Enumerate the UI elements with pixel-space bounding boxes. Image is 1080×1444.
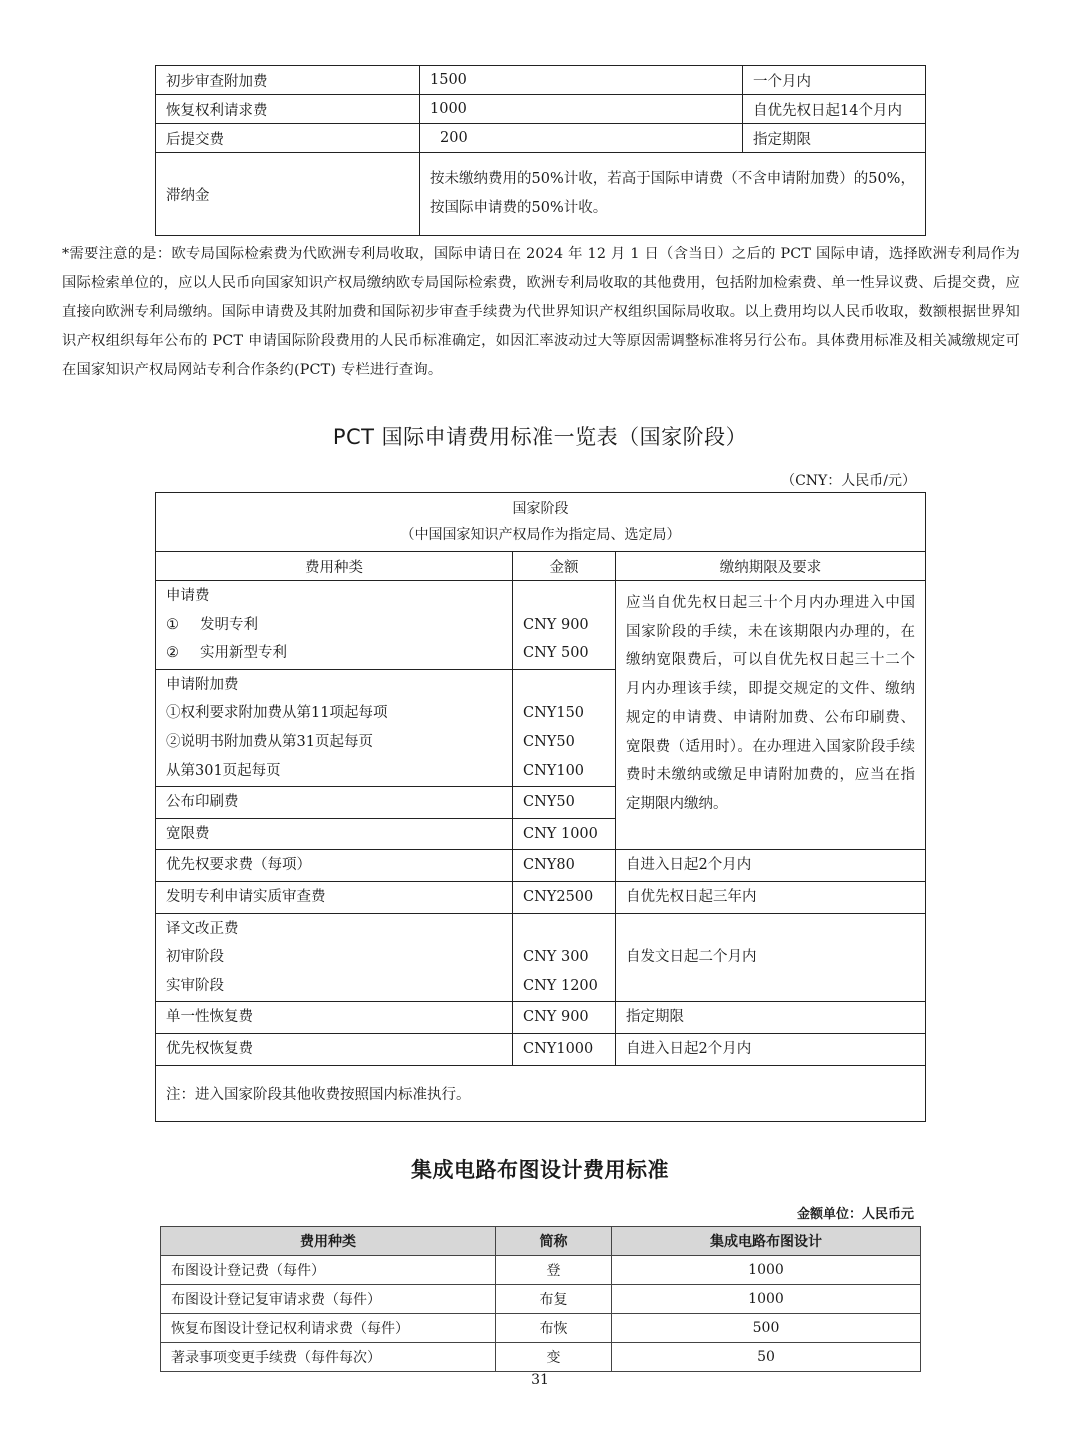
fee-label: 优先权恢复费	[156, 1033, 513, 1065]
fee-amount-cell	[513, 669, 616, 786]
fee-amount: CNY 1200	[523, 977, 598, 994]
intl-fee-table	[155, 65, 926, 236]
fee-amount: 1500	[420, 66, 743, 95]
item-label: 初审阶段	[166, 949, 224, 966]
fee-amount: CNY50	[513, 787, 616, 819]
table-row	[156, 1002, 926, 1034]
fee-name: 恢复布图设计登记权利请求费（每件）	[161, 1314, 496, 1343]
item-label: 实用新型专利	[200, 645, 287, 662]
fee-label-cell	[156, 581, 513, 670]
fee-amount: 1000	[420, 95, 743, 124]
fee-label: 优先权要求费（每项）	[156, 850, 513, 882]
note-paragraph: *需要注意的是：欧专局国际检索费为代欧洲专利局收取，国际申请日在 2024 年 12 月 1 日（含当日）之后的 PCT 国际申请，选择欧洲专利局作为国际检索单位的，应以人民币向国家知识产权局缴纳欧专局国际检索费，欧洲专利局收取的其他费用，包括附加检索费、单一性异议费、后提交费，应直接向欧洲专利局缴纳。国际申请费及其附加费和国际初步审查手续费为代世界知识产权组织国际局收取。以上费用均以人民币收取，数额根据世界知识产权组织每年公布的 PCT 申请国际阶段费用的人民币标准确定，如因汇率波动过大等原因需调整标准将另行公布。具体费用标准及相关减缴规定可在国家知识产权局网站专利合作条约(PCT) 专栏进行查询。	[62, 246, 1020, 378]
fee-abbr: 布恢	[496, 1314, 612, 1343]
page-title: PCT 国际申请费用标准一览表（国家阶段）	[332, 425, 748, 449]
column-header-row	[156, 552, 926, 581]
fee-name: 后提交费	[156, 124, 420, 153]
column-header: 费用种类	[156, 552, 513, 581]
item-label: ②说明书附加费从第31页起每页	[166, 733, 373, 750]
table-row	[156, 1065, 926, 1121]
fee-amount-cell	[513, 581, 616, 670]
item-label: 发明专利	[200, 616, 258, 633]
fee-amount: 50	[612, 1343, 921, 1372]
item-label: ①权利要求附加费从第11项起每项	[166, 705, 388, 722]
item-marker: ②	[166, 645, 179, 662]
fee-label: 宽限费	[156, 818, 513, 850]
currency-unit: （CNY：人民币/元）	[781, 473, 916, 489]
item-label: 实审阶段	[166, 977, 224, 994]
fee-amount: 500	[612, 1314, 921, 1343]
section-title: 集成电路布图设计费用标准	[411, 1158, 669, 1182]
column-header: 集成电路布图设计	[612, 1227, 921, 1256]
stage-subtitle: （中国国家知识产权局作为指定局、选定局）	[400, 527, 681, 543]
fee-amount: CNY50	[523, 733, 575, 750]
fee-amount: CNY 900	[513, 1002, 616, 1034]
fee-name: 布图设计登记复审请求费（每件）	[161, 1285, 496, 1314]
column-header: 简称	[496, 1227, 612, 1256]
fee-deadline: 自优先权日起三年内	[616, 881, 926, 913]
fee-description: 按未缴纳费用的50%计收，若高于国际申请费（不含申请附加费）的50%，按国际申请费的50%计收。	[420, 153, 926, 236]
fee-label: 申请费	[166, 588, 210, 604]
fee-name: 著录事项变更手续费（每件每次）	[161, 1343, 496, 1372]
fee-amount: CNY1000	[513, 1033, 616, 1065]
page-number: 31	[531, 1372, 549, 1388]
ic-fee-table	[160, 1226, 921, 1372]
fee-amount: 1000	[612, 1285, 921, 1314]
list-item	[166, 639, 502, 668]
item-label: 从第301页起每页	[166, 762, 281, 779]
table-row	[156, 913, 926, 1002]
fee-deadline: 自优先权日起14个月内	[743, 95, 926, 124]
list-item	[166, 611, 502, 640]
national-phase-table	[155, 492, 926, 1122]
fee-amount: CNY 300	[523, 949, 589, 966]
fee-deadline: 一个月内	[743, 66, 926, 95]
fee-deadline: 自进入日起2个月内	[616, 850, 926, 882]
table-row	[156, 1033, 926, 1065]
table-row	[156, 66, 926, 95]
table-row	[156, 95, 926, 124]
fee-label-cell	[156, 669, 513, 786]
fee-name: 恢复权利请求费	[156, 95, 420, 124]
fee-deadline: 指定期限	[616, 1002, 926, 1034]
fee-label: 申请附加费	[166, 676, 239, 693]
fee-deadline: 自进入日起2个月内	[616, 1033, 926, 1065]
table-footnote: 注：进入国家阶段其他收费按照国内标准执行。	[156, 1065, 926, 1121]
table-row	[156, 124, 926, 153]
fee-amount-cell	[513, 913, 616, 1002]
stage-title: 国家阶段	[512, 501, 569, 517]
table-row	[156, 153, 926, 236]
table-row	[161, 1314, 921, 1343]
fee-name: 布图设计登记费（每件）	[161, 1256, 496, 1285]
column-header-row	[161, 1227, 921, 1256]
column-header: 缴纳期限及要求	[616, 552, 926, 581]
fee-amount: 1000	[612, 1256, 921, 1285]
fee-amount: CNY 900	[523, 616, 589, 633]
fee-amount: 200	[420, 124, 743, 153]
fee-amount: CNY 1000	[513, 818, 616, 850]
fee-label: 公布印刷费	[156, 787, 513, 819]
currency-unit: 金额单位：人民币元	[796, 1207, 914, 1222]
table-header-row	[156, 493, 926, 552]
fee-amount: CNY 500	[523, 645, 589, 662]
fee-amount: CNY80	[513, 850, 616, 882]
fee-label: 单一性恢复费	[156, 1002, 513, 1034]
fee-label: 译文改正费	[166, 920, 239, 937]
fee-amount: CNY100	[523, 762, 585, 779]
table-row	[161, 1285, 921, 1314]
stage-header	[156, 493, 926, 552]
table-row	[161, 1256, 921, 1285]
fee-abbr: 布复	[496, 1285, 612, 1314]
table-row	[156, 881, 926, 913]
table-row	[156, 850, 926, 882]
column-header: 费用种类	[161, 1227, 496, 1256]
table-row	[156, 581, 926, 670]
item-marker: ①	[166, 616, 179, 633]
fee-name: 初步审查附加费	[156, 66, 420, 95]
fee-label: 发明专利申请实质审查费	[156, 881, 513, 913]
fee-deadline: 指定期限	[743, 124, 926, 153]
fee-deadline: 自发文日起二个月内	[616, 913, 926, 1002]
fee-label-cell	[156, 913, 513, 1002]
fee-abbr: 变	[496, 1343, 612, 1372]
fee-amount: CNY2500	[513, 881, 616, 913]
table-row	[161, 1343, 921, 1372]
fee-abbr: 登	[496, 1256, 612, 1285]
fee-amount: CNY150	[523, 705, 585, 722]
fee-name: 滞纳金	[156, 153, 420, 236]
fee-deadline: 应当自优先权日起三十个月内办理进入中国国家阶段的手续，未在该期限内办理的，在缴纳宽限费后，可以自优先权日起三十二个月内办理该手续，即提交规定的文件、缴纳规定的申请费、申请附加费、公布印刷费、宽限费（适用时）。在办理进入国家阶段手续费时未缴纳或缴足申请附加费的，应当在指定期限内缴纳。	[616, 581, 926, 850]
column-header: 金额	[513, 552, 616, 581]
